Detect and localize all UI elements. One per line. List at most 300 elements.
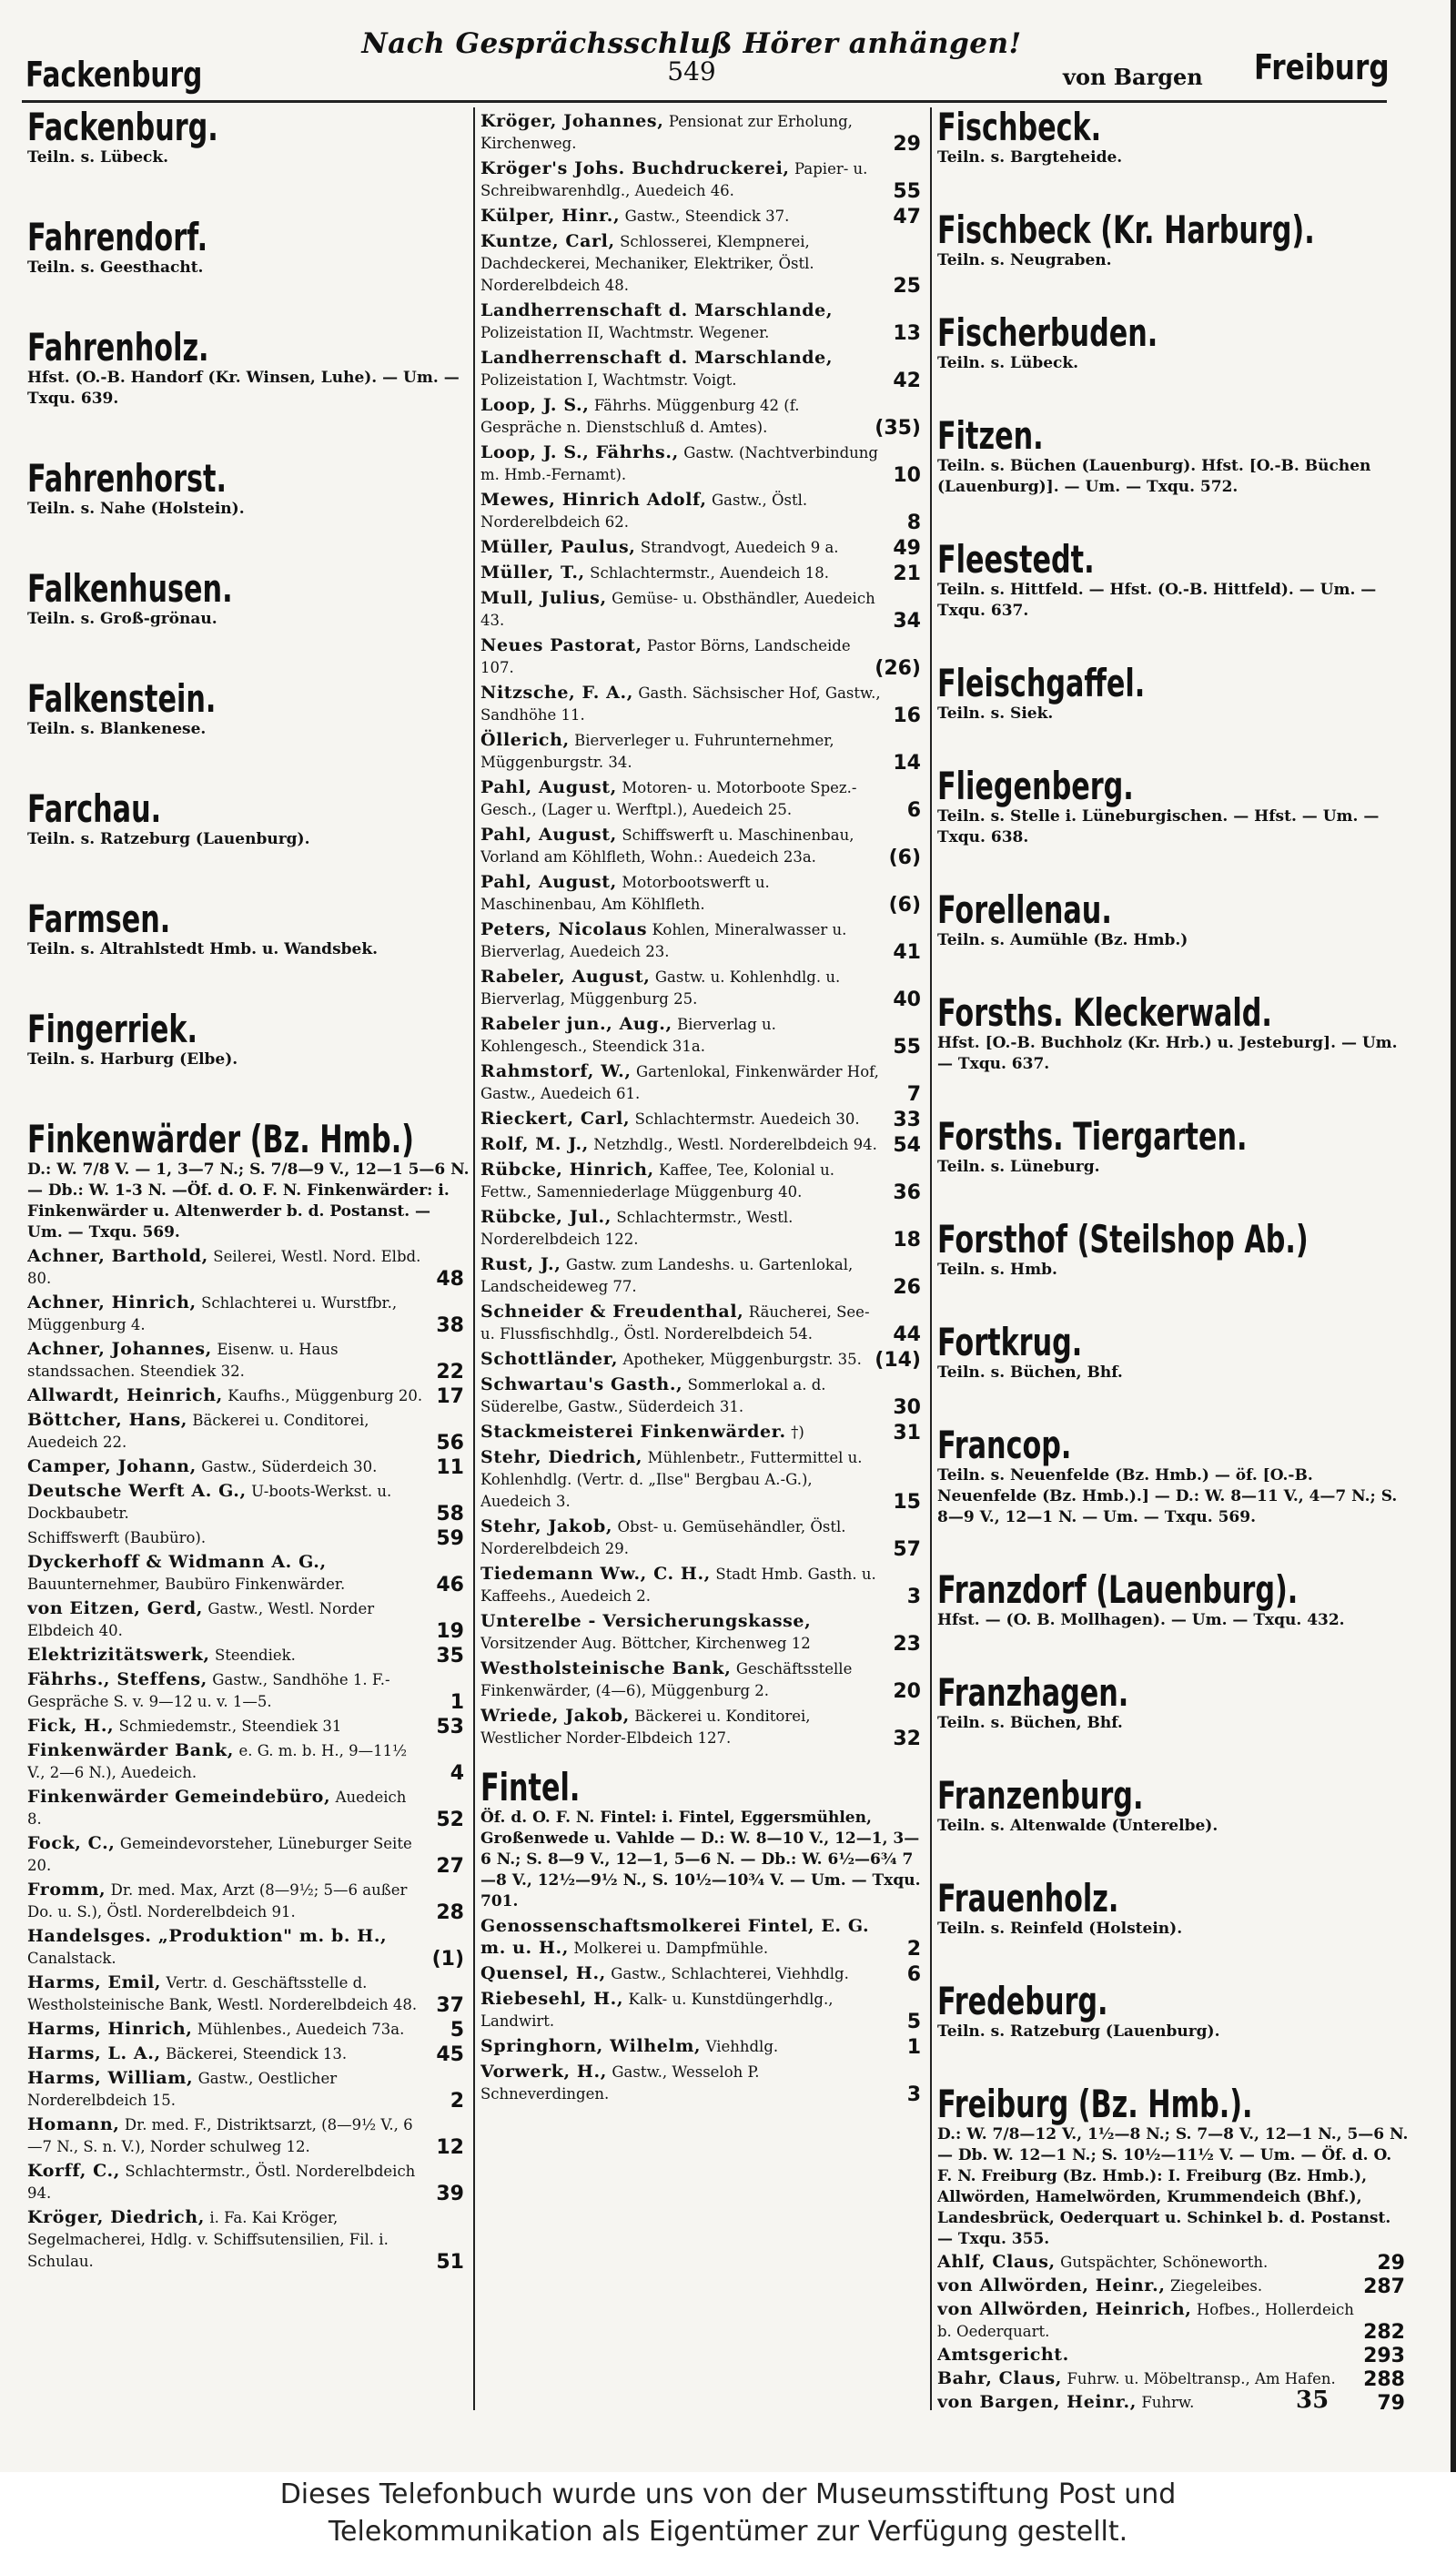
subscriber-name: Loop, J. S., [480, 395, 590, 415]
directory-entry [480, 1349, 926, 1371]
phone-number: 32 [893, 1728, 921, 1750]
phone-number: 1 [906, 2035, 921, 2059]
phone-number: 3 [906, 1586, 921, 1608]
phone-number: 23 [893, 1633, 921, 1656]
directory-entry [480, 1516, 926, 1560]
subscriber-name: Stackmeisterei Finkenwärder. [480, 1422, 786, 1442]
subscriber-name: Schneider & Freudenthal, [480, 1302, 744, 1322]
subscriber-name: Achner, Johannes, [27, 1339, 212, 1360]
phone-number: 5 [450, 2019, 464, 2042]
place-heading [937, 1114, 1410, 1178]
subscriber-details: Schiffswerft u. Maschinenbau, Vorland am Köhlfleth, Wohn.: Auedeich 23a. [480, 826, 854, 866]
place-name: Fitzen. [937, 413, 1044, 459]
subscriber-name: Fromm, [27, 1880, 106, 1900]
place-heading [937, 210, 1410, 271]
phone-number: 54 [893, 1134, 921, 1157]
place-heading [937, 1567, 1410, 1631]
directory-entry [480, 1014, 926, 1058]
phone-number: 15 [893, 1491, 921, 1514]
subscriber-name: Quensel, H., [480, 1962, 606, 1983]
subscriber-name: Mewes, Hinrich Adolf, [480, 490, 707, 510]
directory-entry [480, 1374, 926, 1418]
phone-number: 18 [893, 1229, 921, 1252]
subscriber-name: von Allwörden, Heinr., [937, 2275, 1166, 2296]
phone-number: 282 [1363, 2320, 1405, 2344]
phone-number: (26) [875, 657, 921, 680]
subscriber-name: Harms, Hinrich, [27, 2019, 193, 2040]
place-details: Teiln. s. Büchen (Lauenburg). Hfst. [O.-B. Büchen (Lauenburg)]. — Um. — Txqu. 572. [937, 457, 1371, 497]
subscriber-details: Gastw. u. Kohlenhdlg. u. Bierverlag, Müggenburg 25. [480, 968, 841, 1008]
phone-number: 293 [1363, 2344, 1405, 2367]
phone-number: (1) [431, 1948, 464, 1971]
subscriber-details: Gemeindevorsteher, Lüneburger Seite 20. [27, 1835, 412, 1875]
phone-number: 19 [436, 1620, 464, 1644]
place-name: Forsths. Kleckerwald. [937, 990, 1272, 1036]
subscriber-name: Harms, Emil, [27, 1972, 162, 1993]
subscriber-details: Gutspächter, Schöneworth. [1060, 2253, 1269, 2271]
directory-entry [27, 1926, 470, 1970]
directory-entry [480, 777, 926, 821]
directory-entry [480, 1447, 926, 1513]
phone-number: 2 [906, 1937, 921, 1961]
place-heading [937, 887, 1410, 951]
directory-entry [27, 1339, 470, 1383]
phone-number: 52 [436, 1809, 464, 1832]
directory-entry [480, 206, 926, 228]
phone-number: 288 [1363, 2367, 1405, 2391]
subscriber-details: Motoren- u. Motorboote Spez.-Gesch., (Lager u. Werftpl.), Auedeich 25. [480, 779, 857, 818]
directory-entry [27, 1645, 470, 1667]
subscriber-name: Allwardt, Heinrich, [27, 1385, 223, 1406]
column-3 [937, 107, 1410, 2419]
phone-number: 5 [906, 2010, 921, 2033]
directory-entry [480, 1160, 926, 1203]
place-name: Fleestedt. [937, 537, 1095, 583]
place-heading [937, 107, 1410, 168]
place-heading [937, 413, 1410, 498]
column-1 [27, 107, 470, 2419]
subscriber-name: Rabeler, August, [480, 967, 651, 987]
place-details: Teiln. s. Büchen, Bhf. [937, 1714, 1123, 1733]
place-heading [27, 107, 470, 168]
place-details: Teiln. s. Siek. [937, 704, 1054, 724]
phone-number: 45 [436, 2043, 464, 2067]
subscriber-details: Schlosserei, Klempnerei, Dachdeckerei, Mechaniker, Elektriker, Östl. Norderelbdeich 48. [480, 233, 814, 294]
footer-line-1: Dieses Telefonbuch wurde uns von der Museumsstiftung Post und [279, 2478, 1177, 2510]
place-details: Teiln. s. Geesthacht. [27, 258, 204, 278]
place-details: Teiln. s. Hmb. [937, 1261, 1057, 1280]
phone-number: 287 [1363, 2275, 1405, 2298]
subscriber-name: Springhorn, Wilhelm, [480, 2035, 702, 2056]
subscriber-name: Kröger, Diedrich, [27, 2207, 205, 2228]
subscriber-details: †) [791, 1424, 804, 1441]
phone-number: 48 [436, 1268, 464, 1292]
subscriber-details: Gartenlokal, Finkenwärder Hof, Gastw., Auedeich 61. [480, 1063, 879, 1102]
place-details: Teiln. s. Hittfeld. — Hfst. (O.-B. Hittfeld). — Um. — Txqu. 637. [937, 581, 1377, 621]
subscriber-name: Öllerich, [480, 730, 570, 750]
page-header [346, 27, 1037, 86]
subscriber-name: Camper, Johann, [27, 1456, 197, 1477]
place-heading [27, 325, 470, 410]
directory-entry [480, 562, 926, 584]
subscriber-name: Elektrizitätswerk, [27, 1645, 210, 1666]
subscriber-name: Peters, Nicolaus [480, 919, 648, 939]
place-name: Fischbeck (Kr. Harburg). [937, 208, 1315, 253]
directory-entry [480, 1564, 926, 1607]
subscriber-name: Rabeler jun., Aug., [480, 1014, 672, 1034]
phone-number: 55 [893, 180, 921, 203]
header-left-word: Fackenburg [25, 55, 203, 95]
directory-entry [480, 1916, 926, 1960]
phone-number: 1 [450, 1691, 464, 1715]
page-number: 549 [667, 56, 716, 86]
directory-entry [480, 395, 926, 439]
directory-entry [937, 2299, 1410, 2343]
place-heading [27, 1117, 470, 1243]
phone-number: 42 [893, 370, 921, 392]
subscriber-name: Külper, Hinr., [480, 206, 621, 226]
subscriber-name: Wriede, Jakob, [480, 1706, 630, 1726]
phone-number: 59 [436, 1527, 464, 1551]
subscriber-name: Landherrenschaft d. Marschlande, [480, 300, 834, 320]
subscriber-name: Schwartau's Gasth., [480, 1374, 683, 1394]
subscriber-details: Motorbootswerft u. Maschinenbau, Am Köhlfleth. [480, 874, 770, 913]
phone-number: 10 [893, 464, 921, 487]
subscriber-details: Kalk- u. Kunstdüngerhdlg., Landwirt. [480, 1990, 834, 2030]
place-name: Freiburg (Bz. Hmb.). [937, 2082, 1253, 2127]
place-heading [937, 537, 1410, 622]
subscriber-details: Hofbes., Hollerdeich b. Oederquart. [937, 2300, 1354, 2340]
subscriber-details: Gasth. Sächsischer Hof, Gastw., Sandhöhe 11. [480, 684, 881, 724]
place-heading [937, 1320, 1410, 1383]
directory-entry [480, 1658, 926, 1702]
phone-number: 57 [893, 1538, 921, 1561]
directory-entry [27, 1292, 470, 1336]
place-details: Hfst. [O.-B. Buchholz (Kr. Hrb.) u. Jesteburg]. — Um. — Txqu. 637. [937, 1034, 1398, 1074]
directory-entry [480, 635, 926, 679]
directory-entry [27, 1456, 470, 1478]
subscriber-name: Handelsges. „Produktion" m. b. H., [27, 1926, 388, 1947]
corner-number: 35 [1296, 2387, 1330, 2414]
place-details: Teiln. s. Ratzeburg (Lauenburg). [937, 2022, 1220, 2042]
place-heading [937, 1981, 1410, 2042]
directory-entry [27, 1669, 470, 1713]
place-name: Fliegenberg. [937, 764, 1134, 809]
subscriber-name: Rust, J., [480, 1254, 561, 1274]
phone-number: 46 [436, 1574, 464, 1597]
directory-entry [480, 537, 926, 559]
subscriber-name: Müller, Paulus, [480, 537, 636, 557]
place-name: Forellenau. [937, 887, 1112, 933]
phone-number: 51 [436, 2251, 464, 2275]
place-name: Fleischgaffel. [937, 661, 1146, 706]
subscriber-details: Bierverleger u. Fuhrunternehmer, Müggenburgstr. 34. [480, 732, 834, 771]
subscriber-name: Harms, William, [27, 2068, 194, 2089]
subscriber-name: Unterelbe - Versicherungskasse, [480, 1611, 812, 1631]
subscriber-details: Gastw., Wesseloh P. Schneverdingen. [480, 2062, 760, 2103]
directory-entry [480, 1061, 926, 1105]
place-name: Farmsen. [27, 897, 171, 942]
subscriber-name: Landherrenschaft d. Marschlande, [480, 348, 834, 368]
phone-number: (6) [888, 894, 921, 917]
subscriber-name: Genossenschaftsmolkerei Fintel, E. G. m. u. H., [480, 1915, 870, 1958]
place-name: Falkenstein. [27, 676, 217, 722]
phone-number: 17 [436, 1385, 464, 1409]
phone-number: 41 [893, 941, 921, 964]
place-heading [480, 1765, 926, 1912]
directory-entry [480, 231, 926, 297]
column-divider [930, 107, 932, 2410]
subscriber-details: Schlachtermstr. Auedeich 30. [634, 1110, 860, 1128]
place-heading [937, 1217, 1410, 1281]
phone-number: 56 [436, 1432, 464, 1455]
subscriber-details: Polizeistation I, Wachtmstr. Voigt. [480, 371, 737, 389]
column-2 [480, 107, 926, 2419]
subscriber-name: Kröger's Johs. Buchdruckerei, [480, 158, 790, 178]
phone-number: 27 [436, 1855, 464, 1879]
place-name: Fintel. [480, 1765, 581, 1809]
subscriber-name: Rübcke, Hinrich, [480, 1160, 654, 1180]
phone-number: 6 [906, 1962, 921, 1986]
subscriber-details: Fährhs. Müggenburg 42 (f. Gespräche n. Dienstschluß d. Amtes). [480, 397, 800, 436]
subscriber-details: Gastw. zum Landeshs. u. Gartenlokal, Landscheideweg 77. [480, 1256, 854, 1295]
subscriber-details: Gastw., Steendick 37. [624, 208, 790, 225]
subscriber-name: Rolf, M. J., [480, 1134, 589, 1154]
subscriber-details: Schlachtermstr., Westl. Norderelbdeich 122. [480, 1209, 794, 1248]
directory-entry [27, 1880, 470, 1923]
subscriber-name: Finkenwärder Bank, [27, 1740, 235, 1761]
place-heading [27, 786, 470, 850]
directory-entry [480, 683, 926, 726]
phone-number: 29 [1377, 2251, 1405, 2275]
place-heading [27, 566, 470, 630]
place-name: Forsthof (Steilshop Ab.) [937, 1217, 1309, 1262]
subscriber-name: Stehr, Jakob, [480, 1516, 613, 1536]
phone-number: 14 [893, 752, 921, 775]
directory-entry [27, 1833, 470, 1877]
place-name: Fahrenhorst. [27, 456, 227, 502]
place-details: Teiln. s. Aumühle (Bz. Hmb.) [937, 931, 1188, 950]
place-details: Teiln. s. Lüneburg. [937, 1158, 1100, 1177]
directory-entry [480, 1963, 926, 1985]
subscriber-details: Gemüse- u. Obsthändler, Auedeich 43. [480, 590, 875, 629]
place-details: Öf. d. O. F. N. Fintel: i. Fintel, Eggersmühlen, Großenwede u. Vahlde — D.: W. 8—10 V., 12—1, 3—6 N.; S. 8—9 V., 12—1, 5—6 N. — Db.: W. 6½—6¾ 7—8 V., 12½—9½ N., S. 10½—10¾ V. — Um. — Txqu. 701. [480, 1809, 921, 1910]
directory-entry [480, 967, 926, 1010]
subscriber-details: Gastw., Süderdeich 30. [201, 1458, 378, 1476]
place-details: Teiln. s. Stelle i. Lüneburgischen. — Hfst. — Um. — Txqu. 638. [937, 807, 1380, 847]
place-heading [937, 310, 1410, 374]
directory-entry [480, 730, 926, 774]
directory-entry [480, 111, 926, 155]
subscriber-name: Tiedemann Ww., C. H., [480, 1564, 711, 1584]
directory-entry [480, 1302, 926, 1345]
subscriber-details: Eisenw. u. Haus standssachen. Steendiek 32. [27, 1341, 339, 1381]
subscriber-details: Vertr. d. Geschäftsstelle d. Westholsteinische Bank, Westl. Norderelbdeich 48. [27, 1974, 418, 2014]
place-heading [937, 2084, 1410, 2250]
subscriber-name: Nitzsche, F. A., [480, 683, 633, 703]
phone-number: 3 [906, 2083, 921, 2106]
subscriber-details: Viehhdlg. [705, 2037, 779, 2055]
phone-number: 47 [893, 206, 921, 228]
place-heading [27, 1009, 470, 1070]
subscriber-details: Schmiedemstr., Steendiek 31 [118, 1718, 342, 1736]
subscriber-details: Bäckerei, Steendick 13. [166, 2045, 348, 2063]
place-name: Franzhagen. [937, 1670, 1129, 1716]
phone-number: 26 [893, 1276, 921, 1299]
directory-entry [480, 1254, 926, 1298]
subscriber-name: Böttcher, Hans, [27, 1410, 188, 1431]
phone-number: 6 [906, 799, 921, 822]
subscriber-name: Loop, J. S., Fährhs., [480, 442, 679, 462]
footer-line-2: Telekommunikation als Eigentümer zur Verfügung gestellt. [328, 2516, 1128, 2548]
place-heading [937, 1425, 1410, 1528]
subscriber-name: Riebesehl, H., [480, 1988, 624, 2009]
subscriber-details: Netzhdlg., Westl. Norderelbdeich 94. [593, 1136, 877, 1153]
phone-number: 16 [893, 704, 921, 727]
phone-number: 38 [436, 1314, 464, 1338]
subscriber-details: Kaufhs., Müggenburg 20. [228, 1387, 423, 1405]
phone-number: 34 [893, 610, 921, 633]
phone-number: 13 [893, 322, 921, 345]
header-tagline: Nach Gesprächsschluß Hörer anhängen! [361, 27, 1022, 60]
subscriber-details: Schlachtermstr., Östl. Norderelbdeich 94. [27, 2163, 416, 2203]
directory-entry [27, 1527, 470, 1549]
subscriber-name: Vorwerk, H., [480, 2061, 607, 2082]
directory-entry [480, 919, 926, 963]
place-name: Forsths. Tiergarten. [937, 1114, 1248, 1160]
place-heading [27, 676, 470, 740]
directory-entry [27, 2114, 470, 2158]
place-heading [937, 661, 1410, 725]
place-details: Teiln. s. Lübeck. [937, 354, 1079, 373]
subscriber-name: von Eitzen, Gerd, [27, 1598, 203, 1619]
subscriber-name: von Allwörden, Heinrich, [937, 2298, 1192, 2319]
place-name: Falkenhusen. [27, 566, 233, 612]
place-details: Teiln. s. Lübeck. [27, 148, 169, 167]
subscriber-details: Fuhrw. [1141, 2393, 1195, 2411]
phone-number: 22 [436, 1361, 464, 1384]
directory-entry [480, 158, 926, 202]
place-name: Fischerbuden. [937, 310, 1158, 356]
place-details: Teiln. s. Blankenese. [27, 720, 207, 739]
subscriber-name: Amtsgericht. [937, 2344, 1069, 2365]
place-name: Francop. [937, 1423, 1072, 1468]
directory-entry [480, 1706, 926, 1749]
directory-entry [27, 1481, 470, 1525]
subscriber-details: Apotheker, Müggenburgstr. 35. [622, 1351, 862, 1368]
place-name: Franzdorf (Lauenburg). [937, 1567, 1299, 1613]
directory-entry [480, 825, 926, 868]
subscriber-details: Obst- u. Gemüsehändler, Östl. Norderelbdeich 29. [480, 1518, 846, 1557]
subscriber-details: Bäckerei u. Conditorei, Auedeich 22. [27, 1412, 369, 1452]
phone-number: 2 [450, 2090, 464, 2113]
subscriber-details: Gastw., Westl. Norder Elbdeich 40. [27, 1600, 375, 1640]
subscriber-details: Mühlenbetr., Futtermittel u. Kohlenhdlg. (Vertr. d. „Ilse" Bergbau A.-G.), Auedeich 3. [480, 1449, 863, 1510]
directory-entry [480, 588, 926, 632]
directory-entry [937, 2252, 1410, 2274]
phone-number: 29 [893, 133, 921, 156]
place-details: Hfst. — (O. B. Mollhagen). — Um. — Txqu. 432. [937, 1611, 1345, 1630]
subscriber-details: Pastor Börns, Landscheide 107. [480, 637, 851, 676]
place-name: Farchau. [27, 786, 162, 832]
subscriber-details: Schlachtermstr., Auendeich 18. [590, 564, 830, 582]
subscriber-details: U-boots-Werkst. u. Dockbaubetr. [27, 1483, 392, 1523]
subscriber-name: Mull, Julius, [480, 588, 607, 608]
header-rule [22, 100, 1387, 103]
subscriber-name: Pahl, August, [480, 777, 617, 797]
subscriber-details: Gastw. (Nachtverbindung m. Hmb.-Fernamt). [480, 444, 878, 483]
place-details: Hfst. (O.-B. Handorf (Kr. Winsen, Luhe). — Um. — Txqu. 639. [27, 369, 460, 409]
place-details: D.: W. 7/8—12 V., 1½—8 N.; S. 7—8 V., 12—1 N., 5—6 N. — Db. W. 12—1 N.; S. 10½—11½ V. — Um. — Öf. d. O. F. N. Freiburg (Bz. Hmb.): I. Freiburg (Bz. Hmb.), Allwörden, Hamelwörden, Krummendeich (Bhf.), Landesbrück, Oederquart u. Schinkel b. d. Postanst. — Txqu. 355. [937, 2125, 1409, 2248]
subscriber-details: Bauunternehmer, Baubüro Finkenwärder. [27, 1576, 346, 1594]
phone-number: 8 [906, 512, 921, 534]
phone-number: 33 [893, 1109, 921, 1131]
subscriber-name: Schottländer, [480, 1349, 619, 1369]
directory-entry [480, 1422, 926, 1444]
subscriber-details: Gastw., Östl. Norderelbdeich 62. [480, 492, 808, 531]
phone-number: (14) [875, 1349, 921, 1372]
phone-number: 49 [893, 537, 921, 560]
subscriber-details: Strandvogt, Auedeich 9 a. [640, 539, 839, 556]
subscriber-name: Ahlf, Claus, [937, 2251, 1056, 2272]
subscriber-name: Kröger, Johannes, [480, 111, 664, 131]
subscriber-name: Rübcke, Jul., [480, 1207, 612, 1227]
directory-entry [480, 1989, 926, 2032]
phone-number: (35) [875, 417, 921, 440]
subscriber-name: Neues Pastorat, [480, 635, 642, 655]
place-heading [937, 766, 1410, 848]
subscriber-details: Dr. med. Max, Arzt (8—9½; 5—6 außer Do. u. S.), Östl. Norderelbdeich 91. [27, 1881, 408, 1921]
place-details: Teiln. s. Neuenfelde (Bz. Hmb.) — öf. [O.-B. Neuenfelde (Bz. Hmb.).] — D.: W. 8—11 V., 4—7 N.; S. 8—9 V., 12—1 N. — Um. — Txqu. 569. [937, 1466, 1398, 1527]
subscriber-details: Vorsitzender Aug. Böttcher, Kirchenweg 12 [480, 1635, 811, 1652]
directory-entry [937, 2392, 1410, 2414]
subscriber-details: Gastw., Oestlicher Norderelbdeich 15. [27, 2070, 338, 2110]
subscriber-name: Fock, C., [27, 1833, 116, 1854]
subscriber-details: Gastw., Schlachterei, Viehhdlg. [611, 1964, 849, 1982]
phone-number: 28 [436, 1901, 464, 1925]
place-name: Frauenholz. [937, 1876, 1119, 1921]
place-details: Teiln. s. Altenwalde (Unterelbe). [937, 1817, 1218, 1836]
subscriber-name: Westholsteinische Bank, [480, 1658, 732, 1678]
directory-entry [27, 1385, 470, 1407]
phone-number: 20 [893, 1680, 921, 1703]
directory-entry [27, 2068, 470, 2112]
directory-entry [27, 1740, 470, 1784]
directory-entry [480, 1611, 926, 1655]
footer-notice [0, 2472, 1456, 2554]
directory-entry [480, 442, 926, 486]
subscriber-details: Molkerei u. Dampfmühle. [573, 1939, 769, 1957]
place-heading [937, 1773, 1410, 1837]
place-heading [937, 1670, 1410, 1734]
directory-entry [27, 1716, 470, 1738]
phone-number: 53 [436, 1716, 464, 1739]
phone-number: 30 [893, 1396, 921, 1419]
header-right-word: Freiburg [1254, 47, 1390, 87]
subscriber-name: Bahr, Claus, [937, 2367, 1063, 2388]
phone-number: 11 [436, 1456, 464, 1480]
phone-number: 58 [436, 1503, 464, 1526]
directory-entry [27, 2043, 470, 2065]
subscriber-name: Kuntze, Carl, [480, 231, 615, 251]
place-details: Teiln. s. Nahe (Holstein). [27, 500, 245, 519]
header-mid-word: von Bargen [1063, 64, 1203, 90]
directory-entry [937, 2368, 1410, 2390]
place-details: Teiln. s. Groß-grönau. [27, 610, 217, 629]
phone-number: 44 [893, 1323, 921, 1346]
subscriber-details: Schlachterei u. Wurstfbr., Müggenburg 4. [27, 1294, 398, 1334]
place-details: Teiln. s. Ratzeburg (Lauenburg). [27, 830, 310, 849]
